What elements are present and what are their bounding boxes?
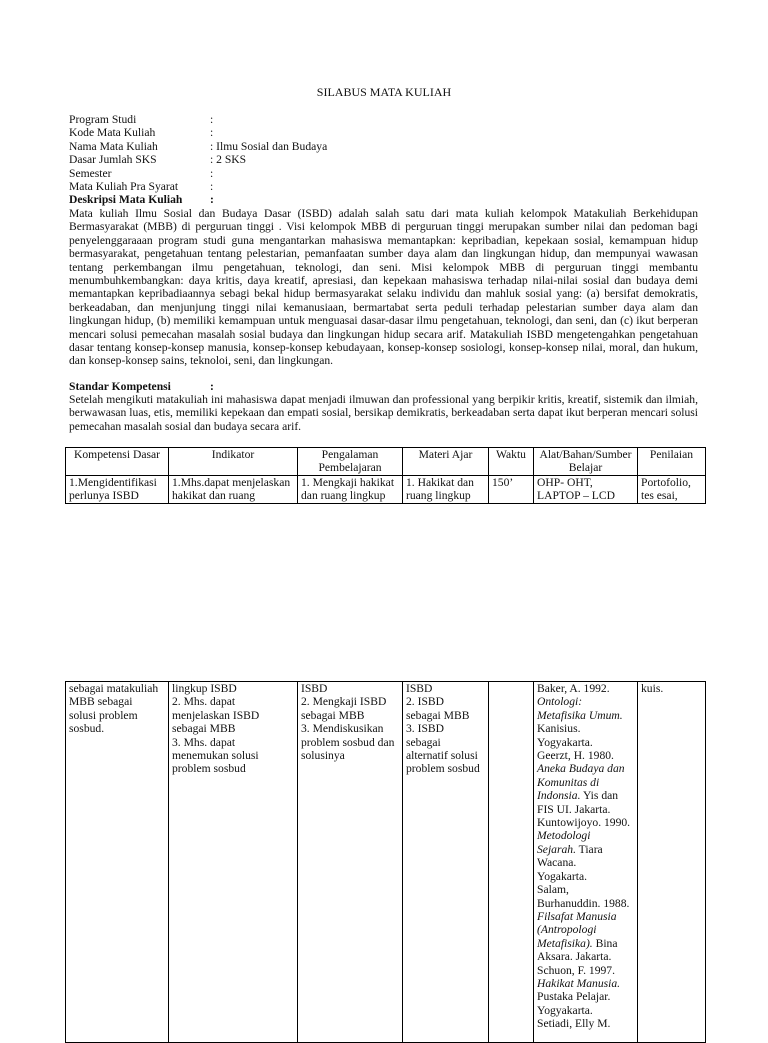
standar-label: Standar Kompetensi	[69, 380, 171, 393]
meta-label: Semester	[69, 166, 112, 180]
table-cell: Portofolio, tes esai,	[638, 475, 706, 503]
table-row	[66, 682, 706, 1043]
cell-line: ISBD	[301, 682, 328, 695]
reference-line	[537, 762, 634, 775]
header-cell: Pengalaman Pembelajaran	[298, 448, 403, 476]
cell-line: problem sosbud dan	[301, 735, 395, 749]
cell-line: 3. ISBD	[406, 722, 445, 736]
cell-line: 2. Mengkaji ISBD	[301, 695, 387, 709]
cell-line: 2. ISBD	[406, 695, 445, 709]
reference-text: Aneka Budaya dan	[537, 762, 625, 776]
reference-line	[537, 937, 634, 950]
reference-text: Komunitas di	[537, 775, 600, 789]
reference-line	[537, 749, 634, 762]
reference-text: Metafisika Umum.	[537, 708, 623, 722]
reference-line	[537, 736, 634, 749]
header-cell: Kompetensi Dasar	[66, 448, 169, 476]
reference-line	[537, 950, 634, 963]
penilaian-cell	[638, 682, 706, 1043]
indikator-cell	[169, 682, 298, 1043]
table-header-row	[66, 448, 706, 476]
reference-line	[537, 1004, 634, 1017]
cell-line: kuis.	[641, 682, 664, 695]
reference-line	[537, 870, 634, 883]
header-cell: Indikator	[169, 448, 298, 476]
reference-line	[537, 789, 634, 802]
reference-line	[537, 977, 634, 990]
meta-value: :	[210, 193, 214, 207]
reference-line	[537, 829, 634, 842]
meta-value: :	[210, 166, 214, 180]
meta-value: : 2 SKS	[210, 153, 247, 167]
reference-text: Ontologi:	[537, 695, 583, 709]
cell-line: menemukan solusi	[172, 749, 259, 763]
meta-value: :	[210, 179, 214, 193]
sumber-belajar-cell	[534, 682, 638, 1043]
reference-text: Aksara. Jakarta.	[537, 950, 612, 964]
reference-text: Setiadi, Elly M.	[537, 1017, 611, 1031]
cell-line: sebagai matakuliah	[69, 682, 159, 695]
header-cell: Materi Ajar	[403, 448, 489, 476]
reference-line	[537, 776, 634, 789]
meta-value: :	[210, 126, 214, 140]
reference-line	[537, 923, 634, 936]
meta-label: Dasar Jumlah SKS	[69, 153, 157, 167]
meta-kode	[69, 126, 327, 139]
cell-line: problem sosbud	[406, 762, 480, 776]
table-cell: 1. Hakikat dan ruang lingkup	[403, 475, 489, 503]
waktu-cell	[489, 682, 534, 1043]
cell-line: sebagai MBB	[172, 722, 236, 736]
meta-prasyarat	[69, 180, 327, 193]
reference-tail: Yis dan	[580, 789, 619, 803]
cell-line: sebagai MBB	[301, 708, 365, 722]
reference-text: Metafisika).	[537, 936, 593, 950]
reference-line	[537, 990, 634, 1003]
table-cell: 1. Mengkaji hakikat dan ruang lingkup	[298, 475, 403, 503]
reference-text: Pustaka Pelajar.	[537, 990, 611, 1004]
cell-line: lingkup ISBD	[172, 682, 237, 695]
meta-sks	[69, 153, 327, 166]
cell-line: 3. Mhs. dapat	[172, 735, 236, 749]
cell-line: sebagai MBB	[406, 708, 470, 722]
reference-text: Yogakarta.	[537, 869, 588, 883]
reference-line	[537, 803, 634, 816]
syllabus-table-continued	[65, 681, 706, 1043]
meta-semester	[69, 167, 327, 180]
cell-line: solusinya	[301, 749, 345, 763]
course-info	[69, 113, 327, 207]
table-row	[66, 475, 706, 503]
table-cell: 1.Mhs.dapat menjelaskan hakikat dan ruang	[169, 475, 298, 503]
meta-label: Nama Mata Kuliah	[69, 139, 158, 153]
reference-text: Kanisius.	[537, 722, 581, 736]
reference-line	[537, 897, 634, 910]
reference-tail: Bina	[592, 936, 618, 950]
table-cell: OHP- OHT, LAPTOP – LCD	[534, 475, 638, 503]
reference-line	[537, 709, 634, 722]
reference-text: Wacana.	[537, 856, 577, 870]
cell-line: 3. Mendiskusikan	[301, 722, 384, 736]
meta-label: Deskripsi Mata Kuliah	[69, 193, 183, 207]
kompetensi-cell	[66, 682, 169, 1043]
cell-line: alternatif solusi	[406, 749, 478, 763]
reference-text: Hakikat Manusia.	[537, 976, 621, 990]
reference-line	[537, 682, 634, 695]
meta-value: :	[210, 113, 214, 126]
cell-line: ISBD	[406, 682, 433, 695]
cell-line: sebagai	[406, 735, 441, 749]
reference-text: Sejarah.	[537, 842, 576, 856]
header-cell: Waktu	[489, 448, 534, 476]
cell-line: menjelaskan ISBD	[172, 708, 260, 722]
description-paragraph: Mata kuliah Ilmu Sosial dan Budaya Dasar (ISBD) adalah salah satu dari mata kuliah kelompok Matakuliah Berkehidupan Bermasyarakat (MBB) di perguruan tinggi . Visi kelompok MBB di perguruan tinggi merupakan sumber nilai dan pedoman bagi penyelenggaraaan program studi guna mengantarkan mahasiswa memantapkan: kepribadian, kepekaan sosial, kemampuan hidup bermasyarakat, pengetahuan tentang pelestarian, pemanfaatan sumber daya alam dan lingkungan hidup, dan mempunyai wawasan tentang perkembangan ilmu pengetahuan, teknologi, dan seni. Misi kelompok MBB di perguruan tinggi membantu menumbuhkembangkan: daya kritis, daya kreatif, apresiasi, dan kepekaan mahasiswa terhadap nilai-nilai sosial dan budaya demi memantapkan kepribadiaannya sebagi bekal hidup bermasyarakat selaku individu dan mahluk sosial yang: (a) bersifat demokratis, berkeadaban, dan menjunjung tinggi nilai kemanusiaan, bermartabat serta peduli terhadap pelestarian sumber daya alam dan lingkungan hidup, (b) memiliki kemampuan untuk menguasai dasar-dasar ilmu pengetahuan, teknologi, dan seni, dan (c) ikut berperan mencari solusi pemecahan masalah sosial budaya dan lingkungan hidup secara arif. Matakuliah ISBD mengetengahkan pengetahuan dasar tentang konsep-konsep manusia, konsep-konsep kebudayaan, konsep-konsep sosiologi, konsep-konsep nilai, moral, dan hukum, dan konsep-konsep sains, teknoloi, seni, dan lingkungan.	[69, 207, 698, 368]
standar-kompetensi-heading	[69, 380, 214, 393]
meta-program-studi	[69, 113, 327, 126]
reference-text: Filsafat Manusia	[537, 909, 617, 923]
reference-line	[537, 816, 634, 829]
reference-line	[537, 883, 634, 896]
reference-line	[537, 695, 634, 708]
reference-line	[537, 856, 634, 869]
header-cell: Alat/Bahan/Sumber Belajar	[534, 448, 638, 476]
reference-text: Geerzt, H. 1980.	[537, 749, 614, 763]
cell-line: problem sosbud	[172, 762, 246, 776]
reference-line	[537, 843, 634, 856]
reference-text: Indonsia.	[537, 789, 581, 803]
meta-value: : Ilmu Sosial dan Budaya	[210, 139, 328, 153]
cell-line: solusi problem	[69, 708, 138, 722]
meta-deskripsi	[69, 193, 327, 206]
table-cell: 1.Mengidentifikasi perlunya ISBD	[66, 475, 169, 503]
cell-line: MBB sebagai	[69, 695, 133, 709]
standar-colon: :	[210, 380, 214, 393]
reference-text: Burhanuddin. 1988.	[537, 896, 630, 910]
page-title: SILABUS MATA KULIAH	[316, 85, 452, 99]
meta-label: Kode Mata Kuliah	[69, 126, 156, 140]
meta-nama	[69, 140, 327, 153]
cell-line: 2. Mhs. dapat	[172, 695, 236, 709]
reference-text: (Antropologi	[537, 923, 597, 937]
reference-text: Metodologi	[537, 829, 591, 843]
meta-label: Mata Kuliah Pra Syarat	[69, 179, 179, 193]
reference-text: Yogyakarta.	[537, 735, 593, 749]
pengalaman-cell	[298, 682, 403, 1043]
cell-line: sosbud.	[69, 722, 105, 736]
reference-text: Schuon, F. 1997.	[537, 963, 615, 977]
reference-text: Yogyakarta.	[537, 1003, 593, 1017]
reference-text: FIS UI. Jakarta.	[537, 802, 611, 816]
syllabus-table-top	[65, 447, 706, 504]
header-cell: Penilaian	[638, 448, 706, 476]
reference-tail: Tiara	[575, 842, 603, 856]
standar-kompetensi-paragraph: Setelah mengikuti matakuliah ini mahasiswa dapat menjadi ilmuwan dan professional yang berpikir kritis, kreatif, sistemik dan ilmiah, berwawasan luas, etis, memiliki kepekaan dan empati sosial, bersikap demikratis, berkeadaban serta dapat ikut berperan mencari solusi pemecahan masalah sosial dan budaya secara arif.	[69, 393, 698, 433]
reference-line	[537, 964, 634, 977]
table-cell: 150’	[489, 475, 534, 503]
reference-line	[537, 722, 634, 735]
reference-text: Baker, A. 1992.	[537, 682, 610, 695]
meta-label: Program Studi	[69, 113, 137, 126]
reference-text: Salam,	[537, 883, 569, 897]
reference-text: Kuntowijoyo. 1990.	[537, 816, 631, 830]
reference-line	[537, 910, 634, 923]
materi-cell	[403, 682, 489, 1043]
